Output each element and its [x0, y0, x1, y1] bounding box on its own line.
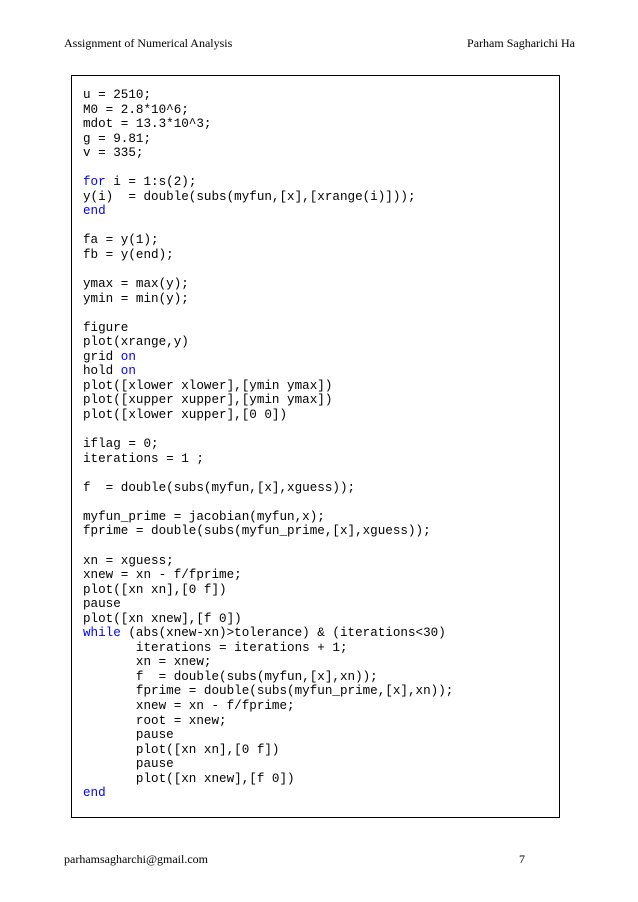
code-text: g = 9.81;: [83, 131, 152, 146]
code-listing: [83, 88, 555, 801]
code-line: [83, 437, 555, 452]
code-line: [83, 306, 555, 321]
code-text: xn = xguess;: [83, 553, 174, 568]
code-line: [83, 204, 555, 219]
code-line: [83, 379, 555, 394]
code-text: plot([xupper xupper],[ymin ymax]): [83, 393, 333, 408]
code-text: figure: [83, 320, 129, 335]
page-number: 7: [519, 852, 525, 866]
code-line: [83, 161, 555, 176]
code-line: [83, 103, 555, 118]
code-line: [83, 408, 555, 423]
code-text: fa = y(1);: [83, 233, 159, 248]
code-line: [83, 321, 555, 336]
code-line: [83, 583, 555, 598]
code-text: hold: [83, 364, 121, 379]
code-text: iterations = iterations + 1;: [83, 640, 348, 655]
code-text: f = double(subs(myfun,[x],xguess));: [83, 480, 356, 495]
code-line: [83, 626, 555, 641]
code-line: [83, 190, 555, 205]
code-text: pause: [83, 757, 174, 772]
code-text: plot(xrange,y): [83, 335, 189, 350]
code-listing-box: [71, 75, 560, 818]
code-line: [83, 335, 555, 350]
code-text: xnew = xn - f/fprime;: [83, 568, 242, 583]
code-line: [83, 699, 555, 714]
code-keyword: for: [83, 175, 106, 190]
code-line: [83, 539, 555, 554]
code-line: [83, 714, 555, 729]
code-line: [83, 641, 555, 656]
code-line: [83, 452, 555, 467]
code-line: [83, 597, 555, 612]
code-keyword: end: [83, 786, 106, 801]
code-line: [83, 786, 555, 801]
page-header: [64, 36, 575, 51]
code-line: [83, 524, 555, 539]
code-text: iflag = 0;: [83, 437, 159, 452]
code-line: [83, 277, 555, 292]
code-keyword: while: [83, 626, 121, 641]
code-line: [83, 393, 555, 408]
header-title: Assignment of Numerical Analysis: [64, 36, 233, 50]
code-line: [83, 88, 555, 103]
code-line: [83, 263, 555, 278]
code-line: [83, 117, 555, 132]
code-text: fb = y(end);: [83, 248, 174, 263]
page-footer: [64, 852, 525, 867]
code-text: (abs(xnew-xn)>tolerance) & (iterations<30): [120, 626, 446, 641]
code-line: [83, 495, 555, 510]
code-line: [83, 350, 555, 365]
code-line: [83, 364, 555, 379]
code-keyword: on: [120, 349, 136, 364]
code-line: [83, 684, 555, 699]
code-line: [83, 510, 555, 525]
code-line: [83, 568, 555, 583]
code-line: [83, 146, 555, 161]
code-text: ymax = max(y);: [83, 277, 189, 292]
code-line: [83, 670, 555, 685]
code-text: plot([xlower xupper],[0 0]): [83, 408, 288, 423]
code-text: f = double(subs(myfun,[x],xn));: [83, 669, 378, 684]
code-line: [83, 743, 555, 758]
code-text: plot([xn xn],[0 f]): [83, 742, 280, 757]
code-text: root = xnew;: [83, 713, 227, 728]
code-line: [83, 423, 555, 438]
code-line: [83, 772, 555, 787]
code-text: i = 1:s(2);: [105, 175, 197, 190]
code-text: mdot = 13.3*10^3;: [83, 117, 212, 132]
code-text: grid: [83, 349, 121, 364]
code-line: [83, 233, 555, 248]
code-text: xn = xnew;: [83, 655, 212, 670]
code-text: plot([xlower xlower],[ymin ymax]): [83, 378, 333, 393]
code-line: [83, 757, 555, 772]
code-line: [83, 655, 555, 670]
header-author: Parham Sagharichi Ha: [467, 36, 575, 50]
code-line: [83, 612, 555, 627]
code-text: plot([xn xnew],[f 0]): [83, 771, 295, 786]
code-line: [83, 219, 555, 234]
code-text: fprime = double(subs(myfun_prime,[x],xn));: [83, 684, 454, 699]
code-text: plot([xn xnew],[f 0]): [83, 611, 242, 626]
code-line: [83, 175, 555, 190]
code-text: iterations = 1 ;: [83, 451, 204, 466]
code-keyword: on: [120, 364, 136, 379]
code-line: [83, 248, 555, 263]
code-text: ymin = min(y);: [83, 291, 189, 306]
code-keyword: end: [83, 204, 106, 219]
code-text: myfun_prime = jacobian(myfun,x);: [83, 509, 325, 524]
code-line: [83, 481, 555, 496]
code-text: pause: [83, 597, 121, 612]
footer-email: parhamsagharchi@gmail.com: [64, 852, 208, 866]
code-line: [83, 554, 555, 569]
code-text: plot([xn xn],[0 f]): [83, 582, 227, 597]
code-text: M0 = 2.8*10^6;: [83, 102, 189, 117]
code-text: xnew = xn - f/fprime;: [83, 698, 295, 713]
code-text: v = 335;: [83, 146, 144, 161]
code-line: [83, 132, 555, 147]
code-line: [83, 728, 555, 743]
code-line: [83, 466, 555, 481]
code-line: [83, 292, 555, 307]
code-text: fprime = double(subs(myfun_prime,[x],xguess));: [83, 524, 431, 539]
code-text: y(i) = double(subs(myfun,[x],[xrange(i)]));: [83, 189, 416, 204]
code-text: pause: [83, 728, 174, 743]
code-text: u = 2510;: [83, 88, 152, 102]
